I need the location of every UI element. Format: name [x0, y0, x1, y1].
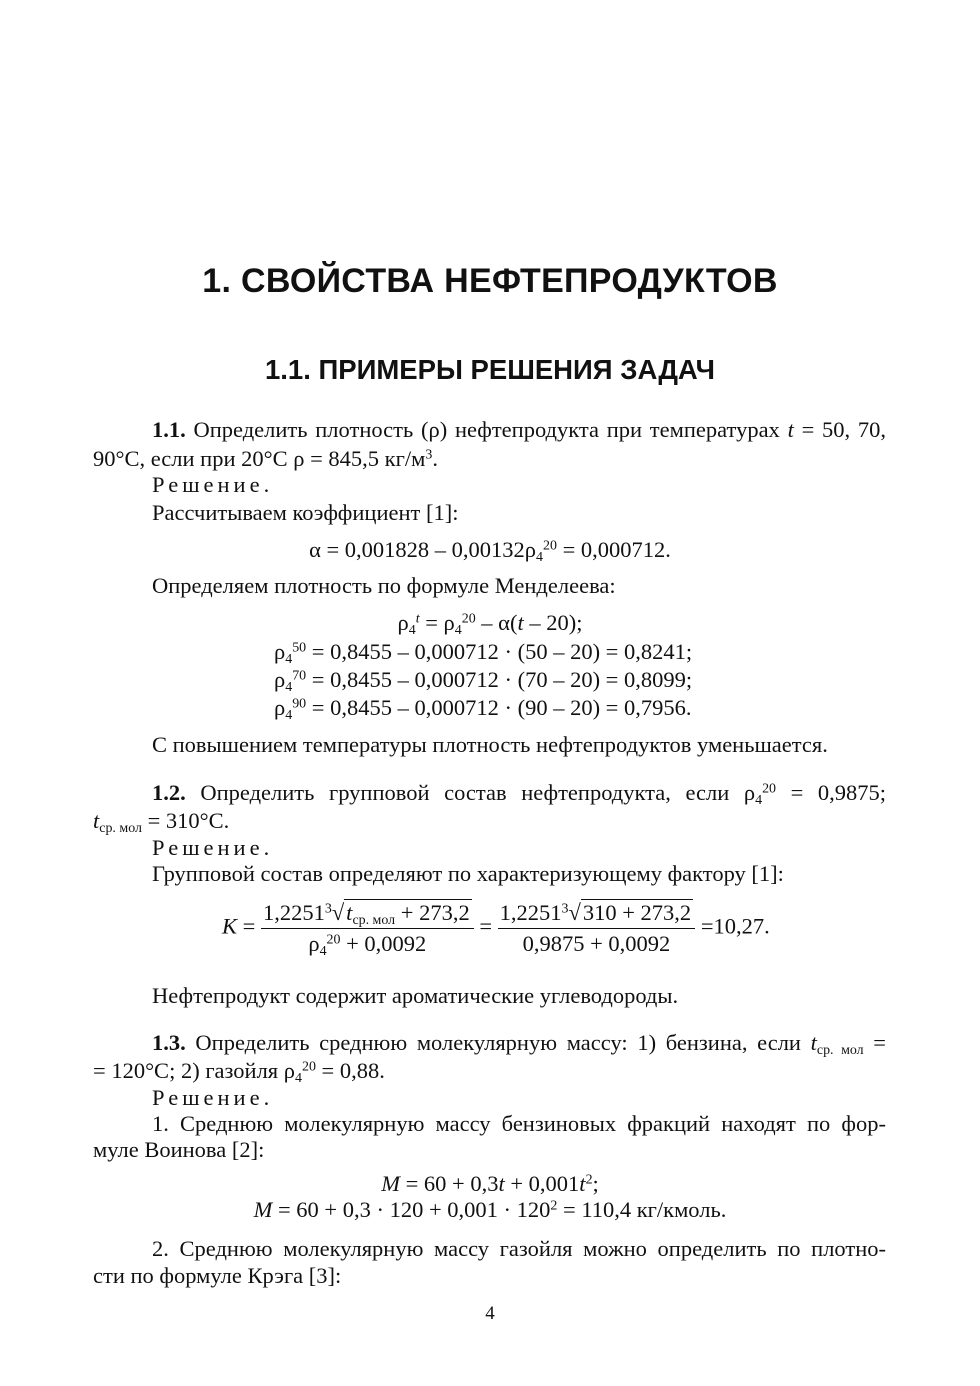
- solution-label-3: Решение.: [152, 1085, 274, 1110]
- k-factor-formula: K = $\frac{1,2251^3√t_{ср. мол} + 273,2}{\rho_4^{20} + 0,0092}$ = $\frac{1,2251^3√310 + 273,2}{0,9875 + 0,0092}$ =10,27.: [222, 900, 770, 960]
- k-fraction-numeric: $\frac{1,2251^3√310 + 273,2}{0,9875 + 0,0092}$: [498, 900, 696, 957]
- problem-1-2-conclusion: Нефтепродукт содержит ароматические углеводороды.: [152, 983, 679, 1008]
- problem-1-3-item1-cont: муле Воинова [2]:: [93, 1137, 265, 1162]
- problem-1-2-statement: 1.2. Определить групповой состав нефтепродукта, если $\rho_4^{20} = 0,9875$;: [152, 780, 887, 809]
- problem-1-1-step1: Рассчитываем коэффициент [1]:: [152, 500, 459, 525]
- problem-1-1-step2: Определяем плотность по формуле Менделеева:: [152, 573, 616, 598]
- solution-label-2: Решение.: [152, 835, 274, 860]
- problem-1-3-item2-cont: сти по формуле Крэга [3]:: [93, 1263, 342, 1288]
- chapter-title: 1. СВОЙСТВА НЕФТЕПРОДУКТОВ: [202, 262, 778, 300]
- page-number: 4: [485, 1303, 495, 1324]
- problem-1-2-statement-line2: $t_{ср. мол} = 310^\circ С$.: [93, 808, 230, 837]
- problem-1-3-statement-line2: = 120°С; 2) газойля $\rho_4^{20} = 0,88$.: [93, 1058, 385, 1087]
- problem-1-1-statement-line2: 90°С, если при 20°С ρ = 845,5 $кг/м^3$.: [93, 446, 438, 471]
- problem-1-3-item2: 2. Среднюю молекулярную массу газойля можно определить по плотно-: [152, 1236, 886, 1261]
- problem-1-3-item1: 1. Среднюю молекулярную массу бензиновых фракций находят по фор-: [152, 1111, 886, 1136]
- problem-1-2-step1: Групповой состав определяют по характеризующему фактору [1]:: [152, 861, 784, 886]
- section-title: 1.1. ПРИМЕРЫ РЕШЕНИЯ ЗАДАЧ: [264, 354, 716, 385]
- solution-label-1: Решение.: [152, 472, 274, 497]
- problem-1-1-statement: 1.1. Определить плотность (ρ) нефтепродукта при температурах t = 50, 70,: [152, 417, 887, 442]
- mendeleev-formula: $\rho_4^t = \rho_4^{20} - \alpha(t - 20)$;: [397, 610, 583, 639]
- voinov-calculation: $M = 60 + 0,3 \cdot 120 + 0,001 \cdot 120^2 = 110,4$ кг/кмоль.: [253, 1197, 727, 1222]
- density-calc-90: $\rho_4^{90} = 0,8455 - 0,000712 \cdot (90 - 20) = 0,7956$.: [274, 695, 692, 724]
- k-fraction-general: $\frac{1,2251^3√t_{ср. мол} + 273,2}{\rho_4^{20} + 0,0092}$: [261, 900, 474, 957]
- alpha-formula: $\alpha = 0,001828 - 0,00132\rho_4^{20} = 0,000712$.: [309, 537, 671, 566]
- voinov-formula: $M = 60 + 0,3t + 0,001t^2$;: [381, 1171, 599, 1196]
- problem-1-1-conclusion: С повышением температуры плотность нефтепродуктов уменьшается.: [152, 732, 828, 757]
- problem-1-3-statement: 1.3. Определить среднюю молекулярную массу: 1) бензина, если $t_{ср. мол}$ =: [152, 1030, 886, 1059]
- density-calc-50: $\rho_4^{50} = 0,8455 - 0,000712 \cdot (50 - 20) = 0,8241$;: [274, 639, 693, 668]
- density-calc-70: $\rho_4^{70} = 0,8455 - 0,000712 \cdot (70 - 20) = 0,8099$;: [274, 667, 693, 696]
